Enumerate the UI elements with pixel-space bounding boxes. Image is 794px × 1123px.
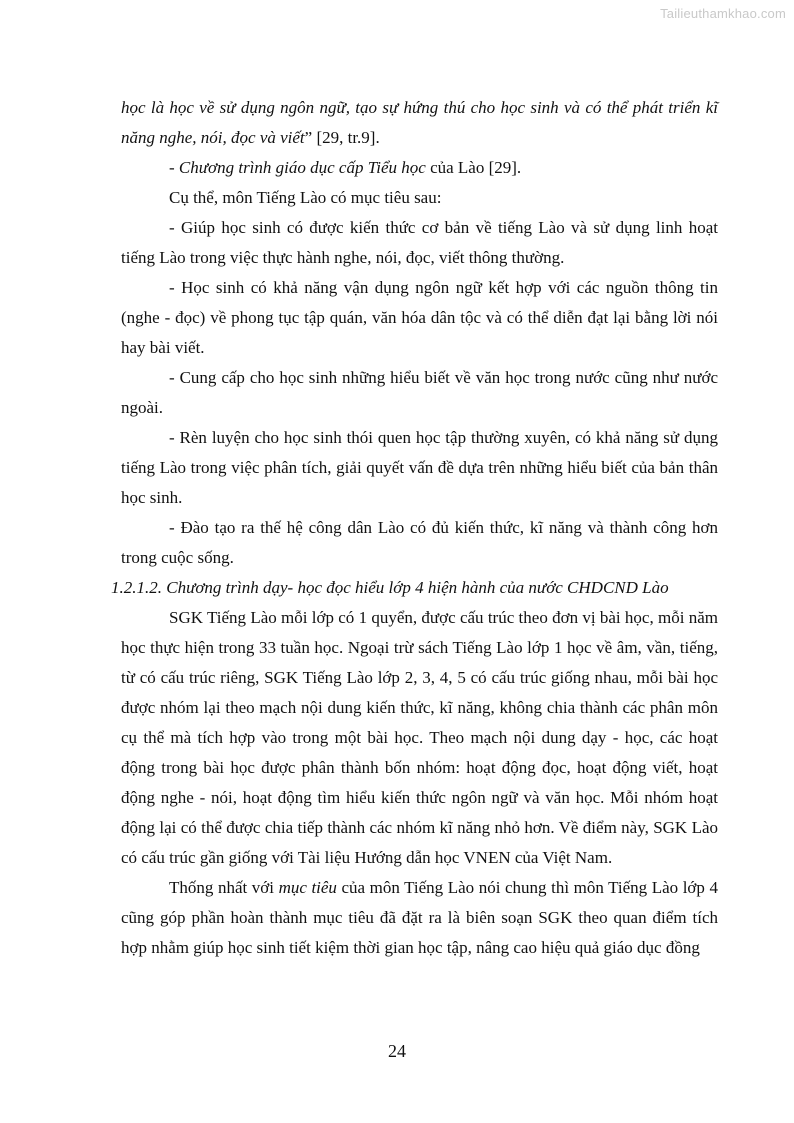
paragraph-program [121, 153, 718, 183]
objective-item-3: - Cung cấp cho học sinh những hiểu biết về văn học trong nước cũng như nước ngoài. [121, 368, 718, 417]
goals-text-b: của môn Tiếng Lào nói chung thì môn Tiếng Lào lớp 4 cũng góp phần hoàn thành mục tiêu đã đặt ra là biên soạn SGK theo quan điểm tích hợp nhằm giúp học sinh tiết kiệm thời gian học tập, nâng cao hiệu quả giáo dục đồng [121, 878, 718, 957]
paragraph-objectives-intro: Cụ thể, môn Tiếng Lào có mục tiêu sau: [169, 188, 442, 207]
quote-italic-text: học là học về sử dụng ngôn ngữ, tạo sự hứng thú cho học sinh và có thể phát triển kĩ năng nghe, nói, đọc và viết [121, 98, 718, 147]
page-body [111, 93, 718, 963]
objective-item-4: - Rèn luyện cho học sinh thói quen học tập thường xuyên, có khả năng sử dụng tiếng Lào trong việc phân tích, giải quyết vấn đề dựa trên những hiểu biết của bản thân học sinh. [121, 428, 718, 507]
citation-text: ” [29, tr.9]. [304, 128, 380, 147]
goals-text-a: Thống nhất với [169, 878, 279, 897]
program-citation: của Lào [29]. [425, 158, 522, 177]
paragraph-unified-goals [121, 873, 718, 963]
watermark-text: Tailieuthamkhao.com [660, 6, 786, 21]
paragraph-sgk-structure: SGK Tiếng Lào mỗi lớp có 1 quyển, được cấu trúc theo đơn vị bài học, mỗi năm học thực hiện trong 33 tuần học. Ngoại trừ sách Tiếng Lào lớp 1 học về âm, vần, tiếng, từ có cấu trúc riêng, SGK Tiếng Lào lớp 2, 3, 4, 5 có cấu trúc giống nhau, mỗi bài học được nhóm lại theo mạch nội dung kiến thức, kĩ năng, không chia thành các phân môn cụ thể mà tích hợp vào trong một bài học. Theo mạch nội dung dạy - học, các hoạt động trong bài học được phân thành bốn nhóm: hoạt động đọc, hoạt động viết, hoạt động nghe - nói, hoạt động tìm hiểu kiến thức ngôn ngữ và văn học. Mỗi nhóm hoạt động lại có thể được chia tiếp thành các nhóm kĩ năng nhỏ hơn. Về điểm này, SGK Lào có cấu trúc gần giống với Tài liệu Hướng dẫn học VNEN của Việt Nam. [121, 608, 718, 867]
objective-item-1: - Giúp học sinh có được kiến thức cơ bản về tiếng Lào và sử dụng linh hoạt tiếng Lào trong việc thực hành nghe, nói, đọc, viết thông thường. [121, 218, 718, 267]
page-number: 24 [388, 1041, 406, 1061]
objective-item-2: - Học sinh có khả năng vận dụng ngôn ngữ kết hợp với các nguồn thông tin (nghe - đọc) về phong tục tập quán, văn hóa dân tộc và có thể diễn đạt lại bằng lời nói hay bài viết. [121, 278, 718, 357]
objective-item-5: - Đào tạo ra thế hệ công dân Lào có đủ kiến thức, kĩ năng và thành công hơn trong cuộc sống. [121, 518, 718, 567]
section-heading: 1.2.1.2. Chương trình dạy- học đọc hiểu lớp 4 hiện hành của nước CHDCND Lào [111, 578, 669, 597]
program-title-italic: - Chương trình giáo dục cấp Tiểu học [169, 158, 426, 177]
goals-italic: mục tiêu [278, 878, 337, 897]
paragraph-quote-end [121, 93, 718, 153]
